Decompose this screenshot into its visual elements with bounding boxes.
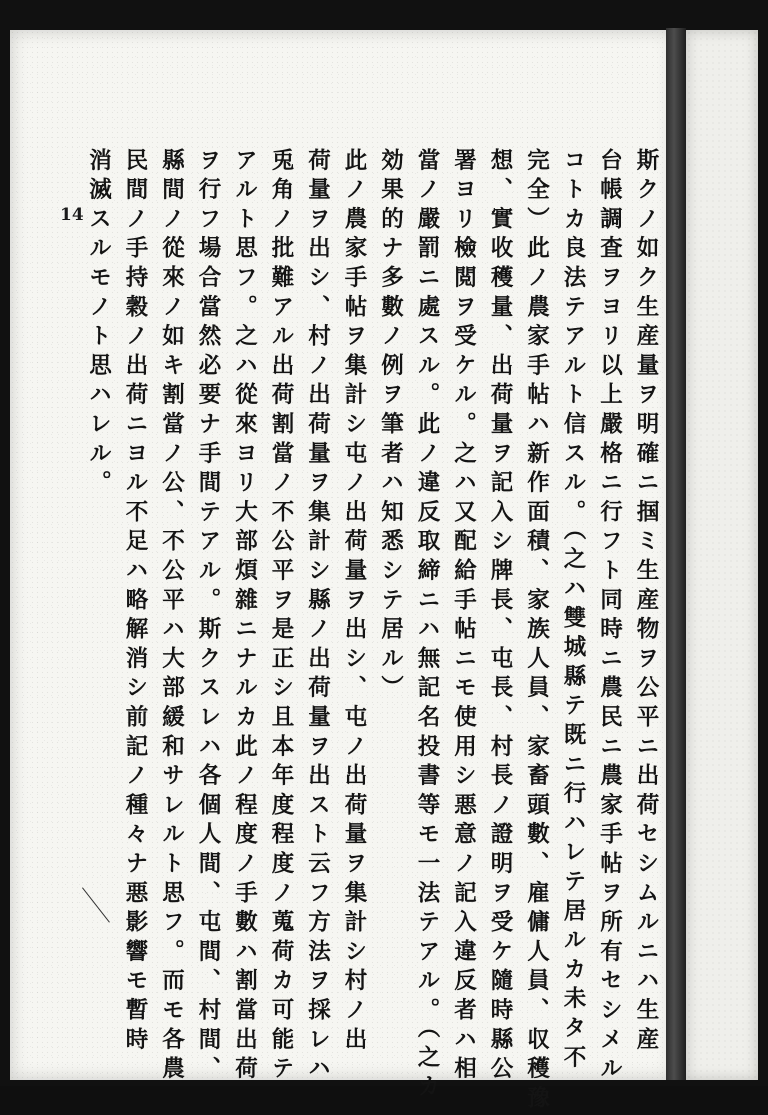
book-spine xyxy=(666,28,686,1080)
facing-page-edge xyxy=(686,30,758,1080)
vertical-body-text: 斯クノ如ク生産量ヲ明確ニ掴ミ生産物ヲ公平ニ出荷セシムルニハ生産 台帳調査ヲヨリ以上嚴格ニ行フト同時ニ農民ニ農家手帖ヲ所有セシメル コトカ良法テアルト信スル。（之ハ雙城縣テ既ニ行ハレテ居ルカ未タ不 完全）此ノ農家手帖ハ新作面積、家族人員、家畜頭數、雇傭人員、収穫豫 想、實收穫量、出荷量ヲ記入シ牌長、屯長、村長ノ證明ヲ受ケ隨時縣公 署ヨリ檢閲ヲ受ケル。之ハ又配給手帖ニモ使用シ悪意ノ記入違反者ハ相 當ノ嚴罰ニ處スル。此ノ違反取締ニハ無記名投書等モ一法テアル。（之カ 効果的ナ多數ノ例ヲ筆者ハ知悉シテ居ル） 此ノ農家手帖ヲ集計シ屯ノ出荷量ヲ出シ、屯ノ出荷量ヲ集計シ村ノ出 荷量ヲ出シ、村ノ出荷量ヲ集計シ縣ノ出荷量ヲ出スト云フ方法ヲ採レハ 兎角ノ批難アル出荷割當ノ不公平ヲ是正シ且本年度程度ノ蒐荷カ可能テ アルト思フ。之ハ從來ヨリ大部煩雜ニナルカ此ノ程度ノ手數ハ割當出荷 ヲ行フ場合當然必要ナ手間テアル。斯クスレハ各個人間、屯間、村間、 縣間ノ從來ノ如キ割當ノ公、不公平ハ大部緩和サレルト思フ。而モ各農 民間ノ手持穀ノ出荷ニヨル不足ハ略解消シ前記ノ種々ナ悪影響モ暫時 消滅スルモノト思ハレル。 xyxy=(85,148,659,1115)
page-number: 14 xyxy=(60,205,84,225)
